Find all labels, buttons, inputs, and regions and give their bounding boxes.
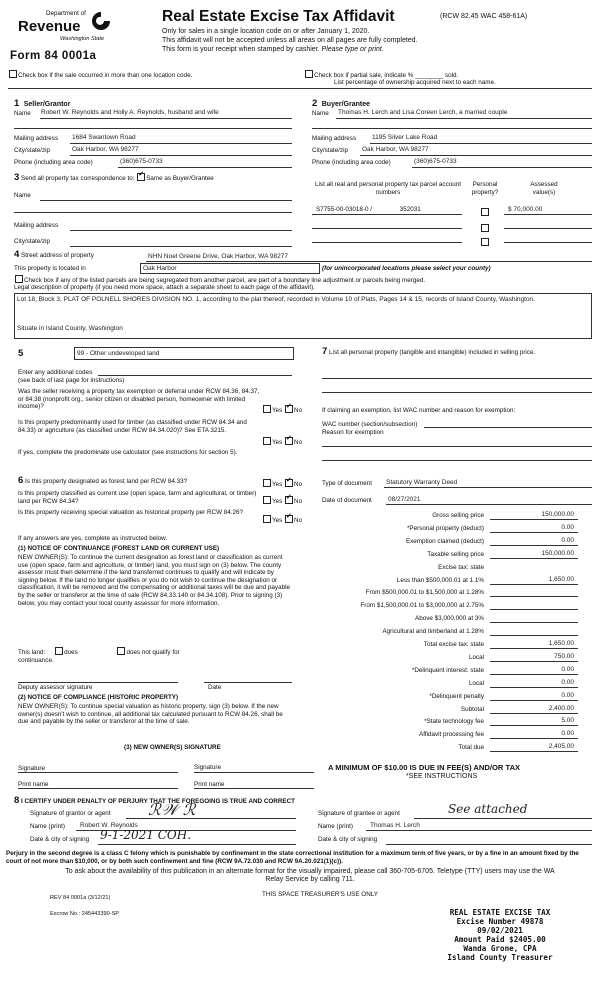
buyer-phone[interactable]: (360)675-0733 — [414, 158, 457, 165]
partial-sale-check[interactable]: Check box if partial sale, indicate % ________ sold. — [304, 70, 458, 80]
rev-number: REV 84 0001a (3/12/21) — [50, 895, 111, 901]
if-any-note: If any answers are yes, complete as instructed below. — [18, 535, 168, 542]
state-text: Washington State — [60, 36, 105, 42]
grantor-date-label: Date & city of signing — [30, 836, 90, 843]
grantee-date-label: Date & city of signing — [318, 836, 378, 843]
does-checkbox — [55, 647, 63, 655]
street-address[interactable]: NHN Noel Greene Drive, Oak Harbor, WA 98277 — [148, 253, 288, 260]
continuance-word: continuance. — [18, 657, 54, 664]
tax-row-label: *Delinquent penalty — [429, 692, 484, 700]
tax-row-value[interactable]: 0.00 — [561, 678, 574, 686]
tax-row-value[interactable]: 0.00 — [561, 665, 574, 673]
grantor-print-label: Name (print) — [30, 823, 65, 830]
tax-row-value[interactable]: 750.00 — [554, 652, 574, 660]
ownership-note: List percentage of ownership acquired next to each name. — [334, 79, 496, 86]
tax-row-value[interactable]: 0.00 — [561, 536, 574, 544]
tax-row-value[interactable]: 2,400.00 — [548, 704, 574, 712]
grantee-name[interactable]: Thomas H. Lerch — [370, 822, 420, 829]
treasurer-stamp — [420, 908, 580, 962]
yes-checkbox — [263, 437, 271, 445]
seller-name-label: Name — [14, 110, 31, 117]
minimum-due-note: A MINIMUM OF $10.00 IS DUE IN FEE(S) AND/OR TAX — [328, 763, 521, 772]
assessed-col-header: Assessed value(s) — [530, 181, 558, 196]
seller-mail[interactable]: 1684 Swantown Road — [72, 134, 136, 141]
personal-property-label: 7 List all personal property (tangible and intangible) included in selling price. — [322, 346, 536, 357]
tax-row-value[interactable]: 0.00 — [561, 730, 574, 738]
does-not-checkbox — [117, 647, 125, 655]
street-label: 4 Street address of property — [14, 249, 94, 260]
rcw-reference: (RCW 82.45 WAC 458-61A) — [440, 13, 528, 20]
tax-row-value[interactable]: 1,650.00 — [548, 575, 574, 583]
new-owner-sig-heading: (3) NEW OWNER(S) SIGNATURE — [124, 744, 221, 751]
tax-row-label: Exemption claimed (deduct) — [405, 537, 484, 545]
corr-city-label: City/state/zip — [14, 238, 51, 245]
personal-col-header: Personal property? — [471, 181, 499, 196]
buyer-name-label: Name — [312, 110, 329, 117]
deputy-date-label: Date — [208, 684, 222, 691]
segregate-check[interactable]: Check box if any of the listed parcels are being segregated from another parcel, are part of a boundary line adjustment or parcels being merged. — [14, 275, 425, 285]
subtitle-1: Only for sales in a single location code on or after January 1, 2020. — [162, 28, 370, 35]
tax-row-value[interactable]: 2,405.00 — [548, 743, 574, 751]
tax-row-label: Excise tax: state — [438, 563, 484, 571]
seller-phone[interactable]: (360)675-0733 — [120, 158, 163, 165]
escrow-number: Escrow No.: 245443390-SP — [50, 911, 120, 917]
checkbox[interactable] — [305, 70, 313, 78]
yes-checkbox — [263, 405, 271, 413]
tax-row-value[interactable]: 0.00 — [561, 523, 574, 531]
seller-heading: 1 Seller/Grantor — [14, 98, 71, 109]
wac-number-label: WAC number (section/subsection) — [322, 421, 418, 428]
revenue-text: Revenue — [18, 18, 81, 35]
current-use-question: Is this property classified as current use (open space, farm and agricultural, or timber) land per RCW 84.34? — [18, 490, 257, 505]
treasurer-space: THIS SPACE TREASURER'S USE ONLY — [262, 891, 378, 898]
logo — [8, 8, 140, 54]
location-select[interactable]: Oak Harbor — [140, 263, 320, 274]
predominate-note: If yes, complete the predominate use calculator (see instructions for section 5). — [18, 449, 238, 456]
land-use-code[interactable]: 99 - Other undeveloped land — [74, 347, 294, 360]
parcel-assessed-value[interactable]: $ 70,000.00 — [508, 206, 543, 213]
no-checkbox — [285, 496, 293, 504]
yes-checkbox — [263, 479, 271, 487]
continuance-heading: (1) NOTICE OF CONTINUANCE (FOREST LAND OR CURRENT USE) — [18, 545, 220, 552]
seller-city-label: City/state/zip — [14, 147, 51, 154]
compliance-text: NEW OWNER(S): To continue special valuation as historic property, sign (3) below. If the new owner(s) doesn't wish to continue, all additional tax calculated pursuant to RCW 84.26, shall be due and payable by the seller or transferor at the time of sale. — [18, 703, 283, 726]
tax-row-label: Taxable selling price — [427, 550, 484, 558]
tax-row-label: *Personal property (deduct) — [406, 524, 484, 532]
certify-heading: 8 I CERTIFY UNDER PENALTY OF PERJURY THAT THE FOREGOING IS TRUE AND CORRECT — [14, 795, 295, 806]
stamp-line: REAL ESTATE EXCISE TAX — [449, 908, 551, 917]
located-label: This property is located in — [14, 265, 86, 272]
subtitle-3: This form is your receipt when stamped by cashier. Please type or print. — [162, 46, 384, 53]
subtitle-2: This affidavit will not be accepted unless all areas on all pages are fully completed. — [162, 37, 418, 44]
compliance-heading: (2) NOTICE OF COMPLIANCE (HISTORIC PROPERTY) — [18, 694, 179, 701]
historical-yesno[interactable]: Yes ✓ No — [262, 515, 302, 525]
buyer-name[interactable]: Thomas H. Lerch and Lisa Coreen Lerch, a married couple — [338, 109, 508, 116]
current-use-yesno[interactable]: Yes ✓ No — [262, 496, 302, 506]
no-checkbox — [285, 437, 293, 445]
correspondence-heading: 3 Send all property tax correspondence to: ✓ Same as Buyer/Grantee — [14, 173, 214, 183]
legal-label: Legal description of property (if you need more space, attach a separate sheet to each page of the affidavit). — [14, 284, 315, 291]
buyer-phone-label: Phone (including area code) — [312, 159, 391, 166]
new-owner-sig-1: Signature — [18, 765, 45, 772]
no-checkbox — [285, 405, 293, 413]
stamp-line: Amount Paid $2405.00 — [454, 935, 546, 944]
stamp-line: Excise Number 49878 — [456, 917, 544, 926]
legal-text-2: Situate in Island County, Washington — [17, 325, 123, 332]
revenue-swirl-icon — [90, 10, 112, 32]
corr-name-label: Name — [14, 192, 31, 199]
tax-row-label: Local — [468, 679, 484, 687]
see-instructions: *SEE INSTRUCTIONS — [406, 773, 478, 780]
exemption-question: Was the seller receiving a property tax exemption or deferral under RCW 84.36, 84.37, or 84.38 (nonprofit org., senior citizen or disabled person, homeowner with limited income)? — [18, 388, 260, 411]
forest-yesno[interactable]: Yes ✓ No — [262, 479, 302, 489]
form-number: Form 84 0001a — [10, 50, 97, 62]
parcel-number-1[interactable]: S7755-00-03018-0 / 352031 — [316, 206, 421, 213]
tax-row-label: Local — [468, 653, 484, 661]
tax-row-label: From $1,500,000.01 to $3,000,000 at 2.75% — [360, 602, 484, 610]
tax-row-label: *Delinquent interest: state — [411, 666, 484, 674]
doc-type-label: Type of document — [322, 480, 373, 487]
tax-row-label: Total excise tax: state — [423, 641, 484, 648]
buyer-heading: 2 Buyer/Grantee — [312, 98, 370, 109]
this-land-row[interactable]: This land: does does not qualify for — [18, 649, 180, 656]
forest-question: 6 Is this property designated as forest land per RCW 84.33? — [18, 475, 188, 486]
exemption-wac-label: If claiming an exemption, list WAC number and reason for exemption: — [322, 407, 516, 414]
tax-row-value[interactable]: 150,000.00 — [541, 549, 574, 557]
perjury-notice: Perjury in the second degree is a class C felony which is punishable by confinement in the state correctional institution for a maximum term of five years, or by a fine in an amount fixed by the court of not more than $10,000, or by both such confinement and fine (RCW 9A.72.030 and RCW 9A.20.021(1)(c)). — [6, 850, 579, 865]
same-as-buyer-checkbox[interactable] — [137, 173, 145, 181]
tax-row-label: Gross selling price — [432, 512, 484, 519]
legal-description-box[interactable] — [14, 293, 592, 339]
tax-row-label: Agricultural and timberland at 1.28% — [382, 628, 484, 636]
grantee-print-label: Name (print) — [318, 823, 353, 830]
checkbox[interactable] — [9, 70, 17, 78]
continuance-text: NEW OWNER(S): To continue the current designation as forest land or classification as current use (open space, farm and agriculture, or timber) land, you must sign on (3) below. The county assessor must then determine if the land transferred continues to qualify and will indicate by signing below. If the land no longer qualifies or you do not wish to continue the designation or classification, it will be removed and the compensating or additional taxes will be due and payable by the seller or transferor at the time of sale (RCW 84.33.140 or 84.34.108). Prior to signing (3) below, you may contact your local county assessor for more information. — [18, 554, 290, 607]
grantor-signature[interactable]: ℛ𝒲 ℛ — [148, 800, 196, 819]
grantor-name[interactable]: Robert W. Reynolds — [80, 822, 138, 829]
parcel-col-header: List all real and personal property tax parcel account numbers — [315, 181, 461, 196]
historical-question: Is this property receiving special valuation as historical property per RCW 84.26? — [18, 509, 244, 516]
no-checkbox — [285, 515, 293, 523]
buyer-mail-label: Mailing address — [312, 135, 357, 142]
tax-row-label: Above $3,000,000 at 3% — [415, 615, 484, 623]
doc-date-label: Date of document — [322, 497, 372, 504]
exemption-yesno[interactable]: Yes ✓ No — [262, 405, 302, 415]
page-title: Real Estate Excise Tax Affidavit — [162, 8, 395, 25]
buyer-city-label: City/state/zip — [312, 147, 349, 154]
alt-format-notice: To ask about the availability of this publication in an alternate format for the visually impaired, please call 360-705-6705. Teletype (TTY) users may use the WA Relay Service by calling 711. — [65, 868, 555, 884]
tax-row-value[interactable]: 1,650.00 — [548, 640, 574, 647]
buyer-mail[interactable]: 1195 Silver Lake Road — [372, 134, 438, 141]
grantor-date-city[interactable]: 9-1-2021 COH. — [100, 828, 192, 842]
grantor-sig-label: Signature of grantor or agent — [30, 810, 111, 817]
new-owner-print-1: Print name — [18, 781, 49, 788]
grantee-sig-label: Signature of grantee or agent — [318, 810, 400, 817]
parcel-personal-checkbox-3[interactable] — [480, 232, 490, 250]
new-owner-sig-2: Signature — [194, 764, 221, 771]
reason-label: Reason for exemption — [322, 429, 384, 436]
tax-row-label: *State technology fee — [424, 718, 484, 726]
deputy-sig-label: Deputy assessor signature — [18, 684, 93, 691]
yes-checkbox — [263, 496, 271, 504]
legal-text-1: Lot 18, Block 3, PLAT OF POLNELL SHORES DIVISION NO. 1, according to the plat thereof, recorded in Volume 10 of Plats, Pages 14 & 15, records of Island County, Washington. — [17, 296, 535, 303]
multi-location-check[interactable]: Check box if the sale occurred in more than one location code. — [8, 70, 192, 80]
timber-yesno[interactable]: Yes ✓ No — [262, 437, 302, 447]
doc-date[interactable]: 08/27/2021 — [388, 496, 421, 503]
buyer-city[interactable]: Oak Harbor, WA 98277 — [362, 146, 429, 153]
tax-row-value[interactable]: 5.00 — [561, 717, 574, 725]
seller-city[interactable]: Oak Harbor, WA 98277 — [72, 146, 139, 153]
section-5-number: 5 — [18, 348, 24, 359]
tax-row-label: Total due — [458, 744, 484, 752]
stamp-line: Wanda Grone, CPA — [463, 944, 537, 953]
no-checkbox — [285, 479, 293, 487]
seller-phone-label: Phone (including area code) — [14, 159, 93, 166]
yes-checkbox — [263, 515, 271, 523]
timber-question: Is this property predominantly used for timber (as classified under RCW 84.34 and 84.33) or agriculture (as classified under RCW 84.34.020)? See ETA 3215. — [18, 419, 247, 434]
tax-row-value[interactable]: 150,000.00 — [541, 511, 574, 518]
additional-codes-help: (see back of last page for instructions) — [18, 377, 125, 384]
stamp-line: 09/02/2021 — [477, 926, 523, 935]
dept-text: Department of — [46, 10, 86, 17]
new-owner-print-2: Print name — [194, 781, 225, 788]
corr-mail-label: Mailing address — [14, 222, 59, 229]
tax-row-label: Affidavit processing fee — [419, 731, 484, 739]
doc-type[interactable]: Statutory Warranty Deed — [386, 479, 458, 486]
uninc-note: (for unincorporated locations please select your county) — [322, 265, 491, 272]
tax-row-label: Subtotal — [460, 705, 484, 713]
tax-row-value[interactable]: 0.00 — [561, 691, 574, 699]
grantee-signature[interactable]: See attached — [448, 802, 528, 816]
checkbox[interactable] — [15, 275, 23, 283]
stamp-line: Island County Treasurer — [447, 953, 553, 962]
seller-mail-label: Mailing address — [14, 135, 59, 142]
additional-codes-label: Enter any additional codes — [18, 369, 93, 376]
tax-row-label: From $500,000.01 to $1,500,000 at 1.28% — [365, 589, 484, 597]
seller-name[interactable]: Robert W. Reynolds and Holly A. Reynolds, husband and wife — [41, 109, 219, 116]
tax-row-label: Less than $500,000.01 at 1.1% — [396, 576, 484, 584]
